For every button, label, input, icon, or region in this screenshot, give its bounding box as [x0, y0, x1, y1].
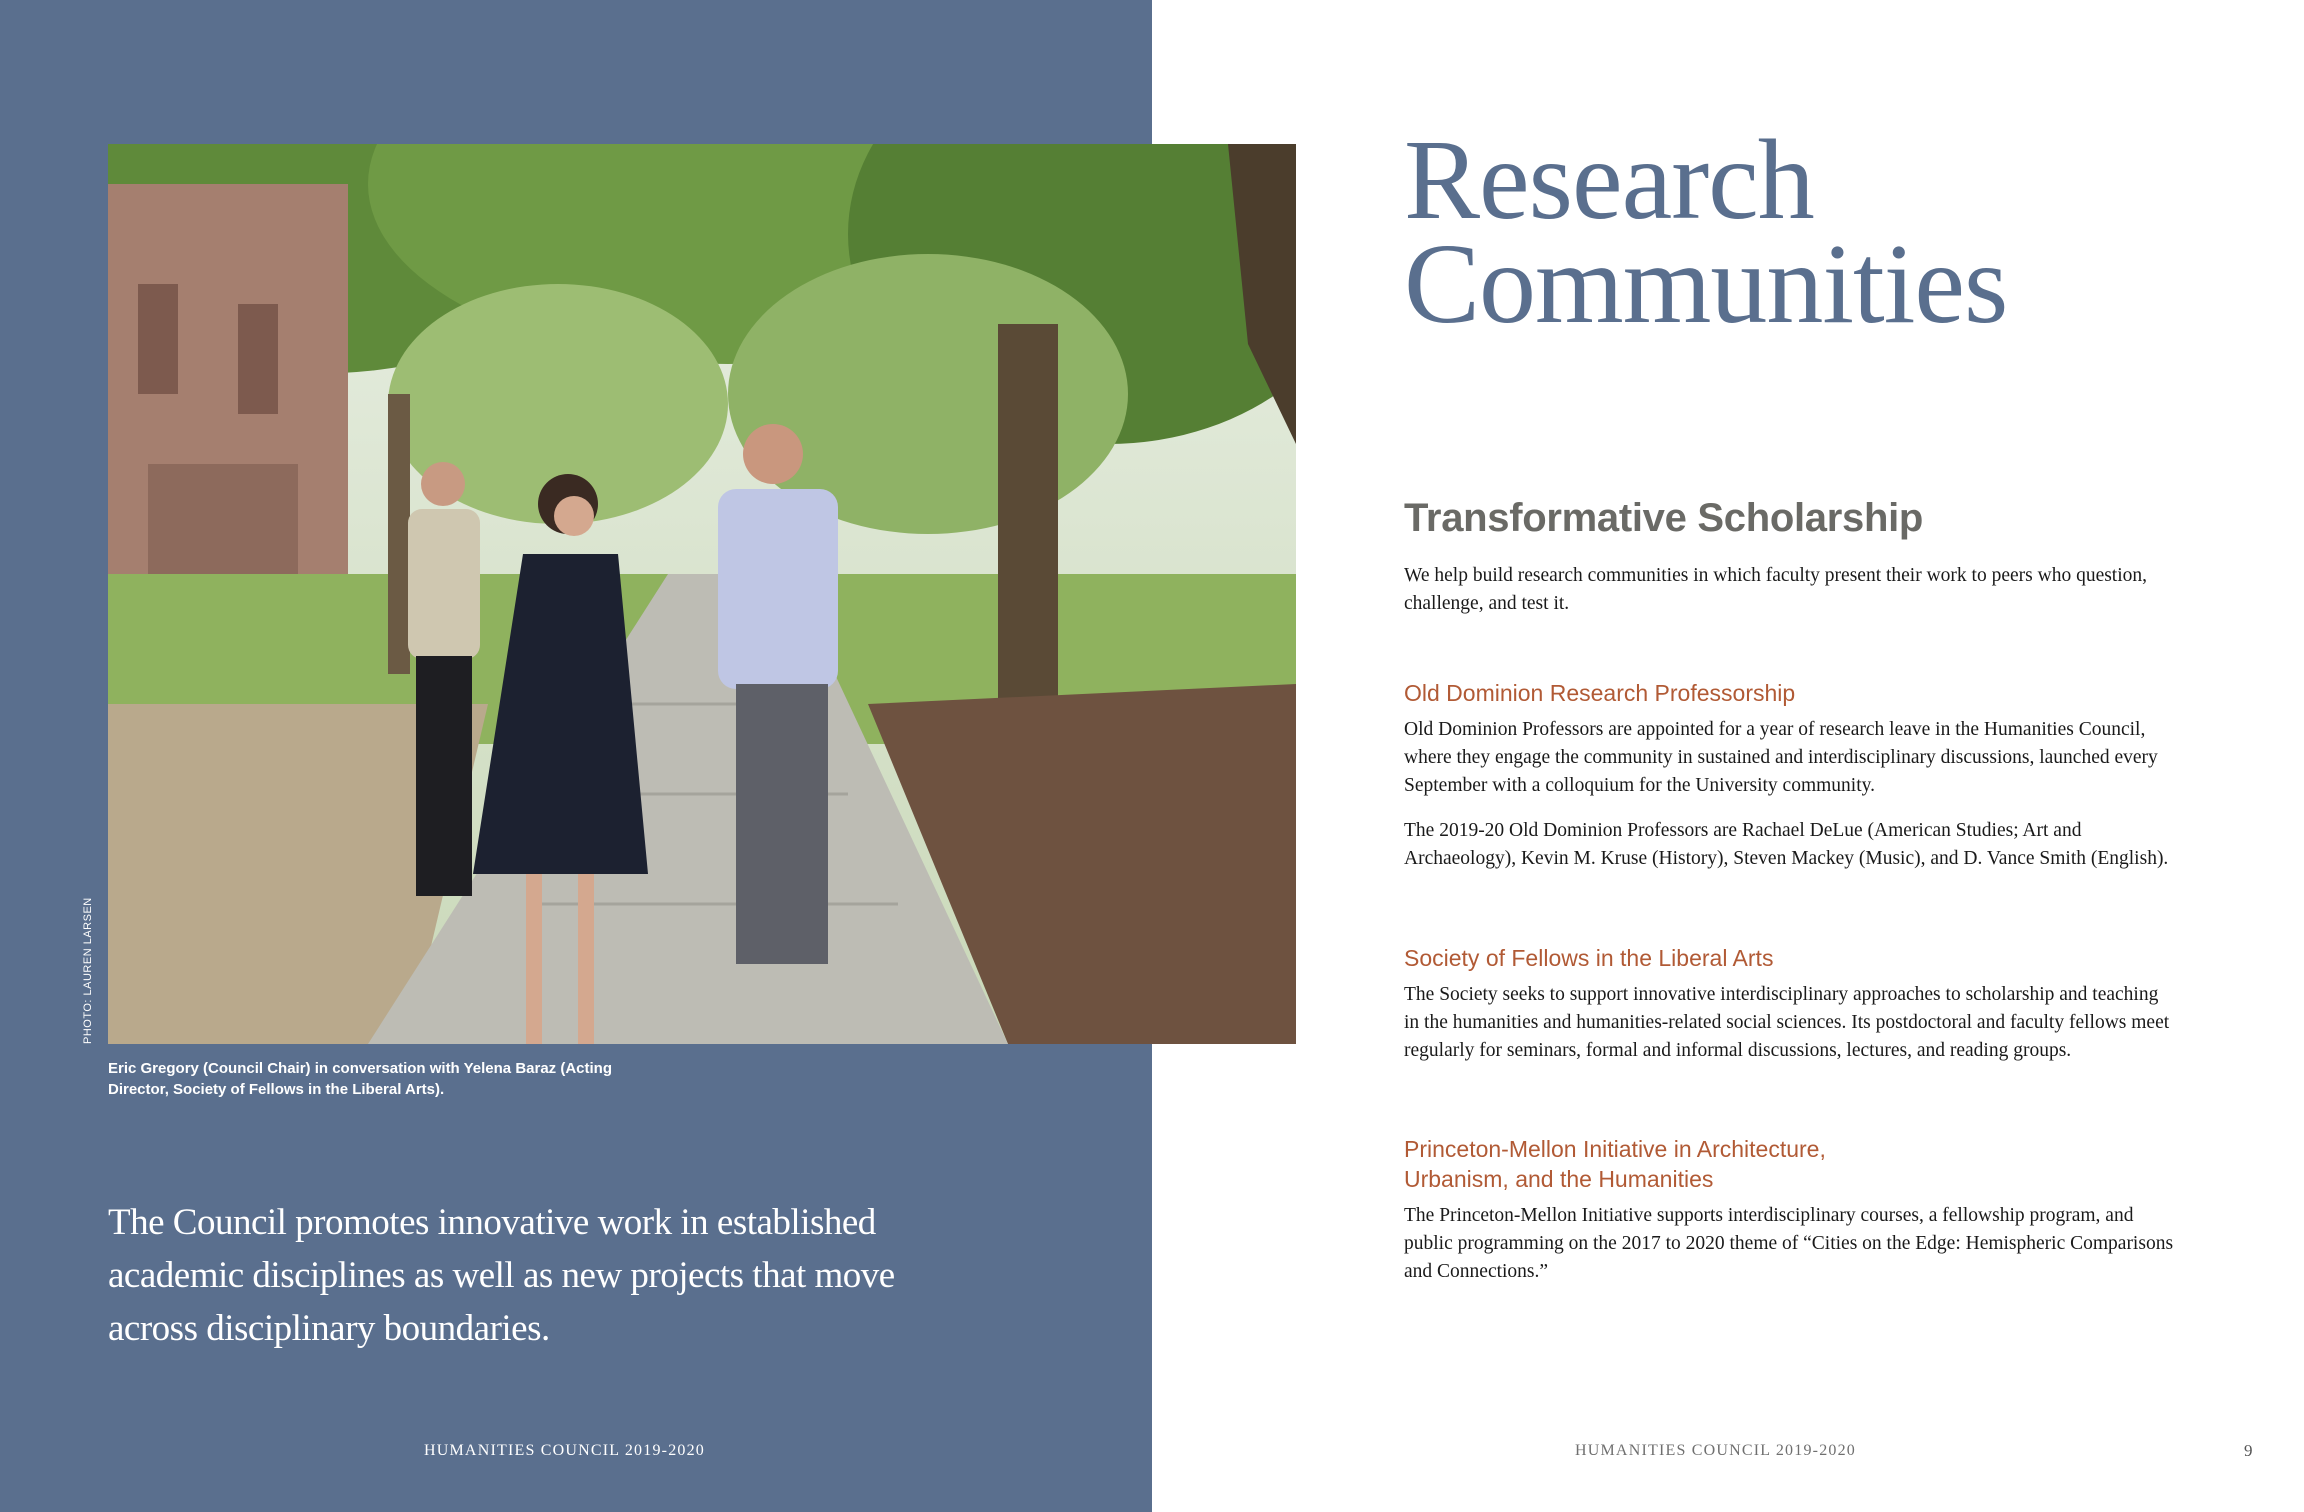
- page-number: 9: [2244, 1441, 2253, 1460]
- princeton-mellon-heading-line-2: Urbanism, and the Humanities: [1404, 1166, 1714, 1192]
- page-title-line-2: Communities: [1404, 220, 2008, 347]
- old-dominion-heading: Old Dominion Research Professorship: [1404, 680, 1796, 706]
- photo-caption: Eric Gregory (Council Chair) in conversation with Yelena Baraz (Acting Director, Society of Fellows in the Liberal Arts).: [108, 1060, 613, 1098]
- society-of-fellows-section: [1404, 943, 2174, 1065]
- photo-image: [108, 144, 1296, 1044]
- left-page-footer: HUMANITIES COUNCIL 2019-2020: [424, 1442, 705, 1459]
- princeton-mellon-heading: [1404, 1134, 2174, 1194]
- princeton-mellon-paragraph: The Princeton-Mellon Initiative supports interdisciplinary courses, a fellowship program, and public programming on the 2017 to 2020 theme of “Cities on the Edge: Hemispheric Comparisons and Connections.”: [1404, 1205, 2174, 1282]
- right-page-footer: HUMANITIES COUNCIL 2019-2020: [1575, 1442, 1856, 1459]
- old-dominion-section: [1404, 678, 2174, 873]
- society-of-fellows-heading: Society of Fellows in the Liberal Arts: [1404, 945, 1774, 971]
- pull-quote: The Council promotes innovative work in established academic disciplines as well as new projects that move across disciplinary boundaries.: [108, 1202, 895, 1349]
- campus-walk-photo: [108, 144, 1296, 1044]
- old-dominion-paragraph-2: The 2019-20 Old Dominion Professors are Rachael DeLue (American Studies; Art and Archaeology), Kevin M. Kruse (History), Steven Mackey (Music), and D. Vance Smith (English).: [1404, 820, 2169, 869]
- page-title: [1404, 116, 2008, 347]
- society-of-fellows-paragraph: The Society seeks to support innovative interdisciplinary approaches to scholarship and teaching in the humanities and humanities-related social sciences. Its postdoctoral and faculty fellows meet regularly for seminars, formal and informal discussions, lectures, and reading groups.: [1404, 984, 2170, 1061]
- princeton-mellon-heading-line-1: Princeton-Mellon Initiative in Architecture,: [1404, 1136, 1826, 1162]
- intro-paragraph: We help build research communities in which faculty present their work to peers who question, challenge, and test it.: [1404, 565, 2148, 614]
- old-dominion-paragraph-1: Old Dominion Professors are appointed for a year of research leave in the Humanities Council, where they engage the community in sustained and interdisciplinary discussions, launched every September with a colloquium for the University community.: [1404, 719, 2158, 796]
- page-title-line-1: Research: [1404, 116, 1814, 243]
- photo-credit: PHOTO: LAUREN LARSEN: [82, 897, 94, 1044]
- princeton-mellon-section: [1404, 1134, 2174, 1286]
- section-heading: Transformative Scholarship: [1404, 496, 1924, 540]
